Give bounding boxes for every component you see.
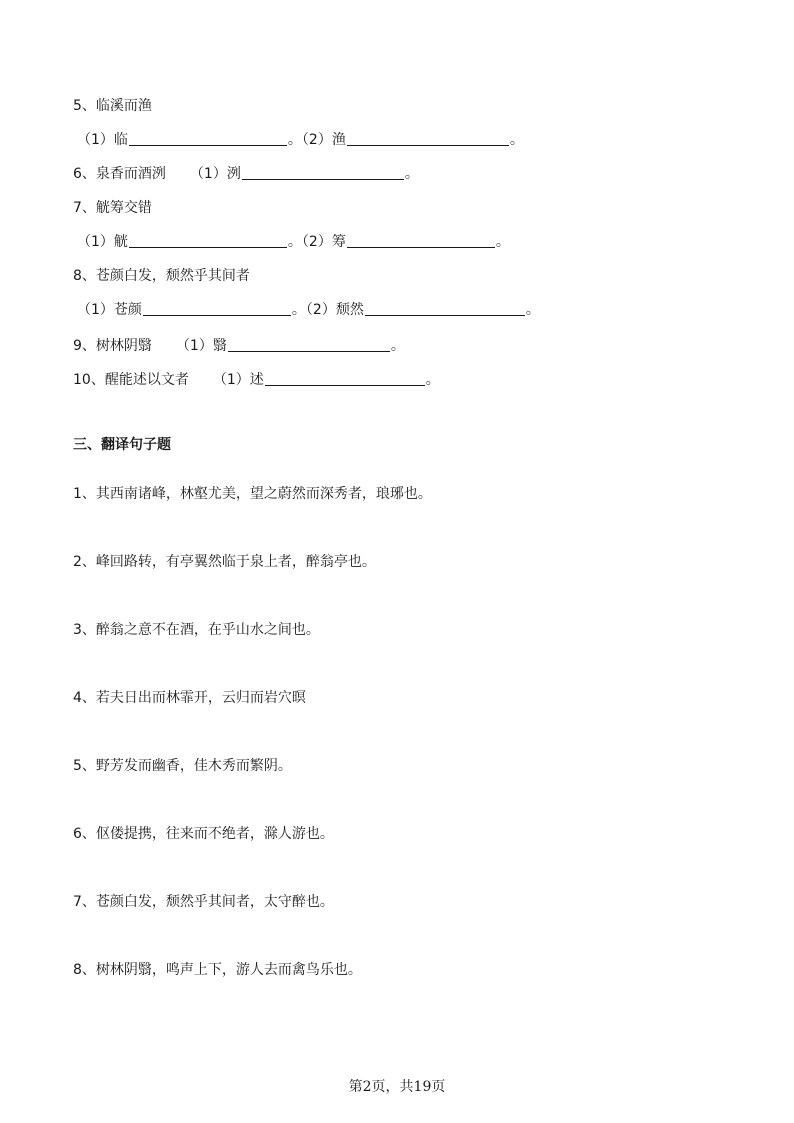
answer-blank[interactable] bbox=[347, 144, 509, 146]
line-end: 。 bbox=[495, 234, 510, 250]
line-end: 。 bbox=[509, 132, 524, 148]
question-text: 10、醒能述以文者 bbox=[73, 372, 189, 388]
blank-label: 。（2）颓然 bbox=[291, 302, 364, 318]
question-text: 7、觥筹交错 bbox=[73, 200, 152, 216]
line-end: 。 bbox=[425, 372, 440, 388]
question-5-heading bbox=[73, 96, 152, 116]
question-text: 6、泉香而酒洌 bbox=[73, 166, 166, 182]
blank-label: 。（2）筹 bbox=[287, 234, 346, 250]
question-9 bbox=[73, 336, 405, 356]
question-10 bbox=[73, 370, 440, 390]
blank-label: （1）述 bbox=[212, 372, 264, 388]
translation-item: 1、其西南诸峰，林壑尤美，望之蔚然而深秀者，琅琊也。 bbox=[73, 486, 432, 502]
section-title: 三、翻译句子题 bbox=[73, 437, 171, 453]
question-text: 9、树林阴翳 bbox=[73, 338, 152, 354]
answer-blank[interactable] bbox=[129, 246, 287, 248]
translation-item: 2、峰回路转，有亭翼然临于泉上者，醉翁亭也。 bbox=[73, 554, 376, 570]
line-end: 。 bbox=[525, 302, 540, 318]
question-6 bbox=[73, 164, 419, 184]
question-text: 5、临溪而渔 bbox=[73, 98, 152, 114]
question-7-blanks bbox=[77, 232, 510, 252]
translation-item: 3、醉翁之意不在酒，在乎山水之间也。 bbox=[73, 622, 320, 638]
question-8-blanks bbox=[77, 300, 540, 320]
question-7-heading bbox=[73, 198, 152, 218]
translation-item: 5、野芳发而幽香，佳木秀而繁阴。 bbox=[73, 758, 292, 774]
answer-blank[interactable] bbox=[228, 350, 390, 352]
blank-label: 。（2）渔 bbox=[287, 132, 346, 148]
blank-label: （1）觥 bbox=[77, 234, 128, 250]
answer-blank[interactable] bbox=[347, 246, 495, 248]
question-text: 8、苍颜白发，颓然乎其间者 bbox=[73, 268, 250, 284]
question-5-blanks bbox=[77, 130, 524, 150]
answer-blank[interactable] bbox=[365, 314, 525, 316]
blank-label: （1）洌 bbox=[189, 166, 241, 182]
translation-item: 7、苍颜白发，颓然乎其间者，太守醉也。 bbox=[73, 894, 334, 910]
answer-blank[interactable] bbox=[143, 314, 291, 316]
translation-item: 6、伛偻提携，往来而不绝者，滁人游也。 bbox=[73, 826, 334, 842]
blank-label: （1）临 bbox=[77, 132, 128, 148]
blank-label: （1）翳 bbox=[175, 338, 227, 354]
translation-item: 4、若夫日出而林霏开，云归而岩穴暝 bbox=[73, 690, 306, 706]
page-number: 第2页，共19页 bbox=[348, 1079, 446, 1095]
answer-blank[interactable] bbox=[242, 178, 404, 180]
answer-blank[interactable] bbox=[265, 384, 425, 386]
question-8-heading bbox=[73, 266, 250, 286]
line-end: 。 bbox=[390, 338, 405, 354]
blank-label: （1）苍颜 bbox=[77, 302, 142, 318]
line-end: 。 bbox=[404, 166, 419, 182]
answer-blank[interactable] bbox=[129, 144, 287, 146]
translation-item: 8、树林阴翳，鸣声上下，游人去而禽鸟乐也。 bbox=[73, 962, 362, 978]
